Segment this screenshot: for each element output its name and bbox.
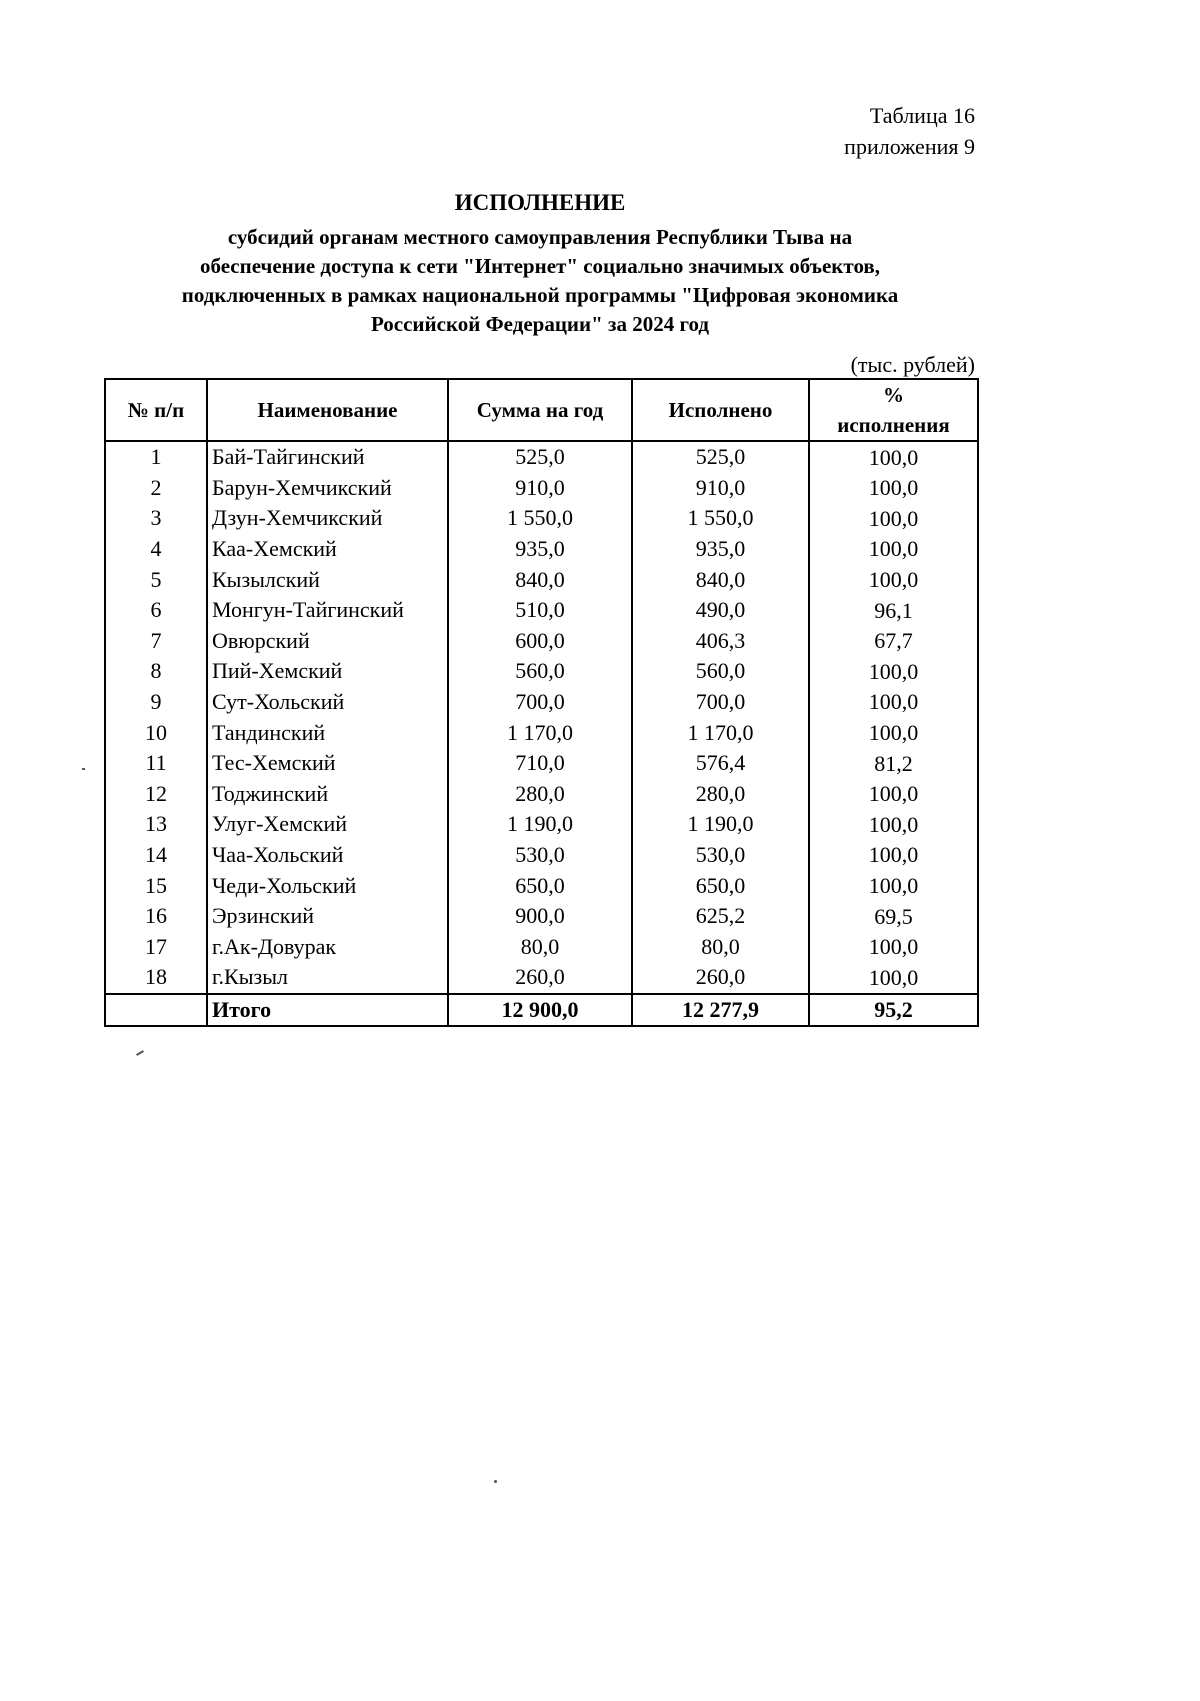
column-header-number: № п/п — [105, 379, 207, 441]
district-name: Каа-Хемский — [207, 534, 448, 565]
document-subtitle — [100, 223, 980, 339]
row-number: 10 — [105, 717, 207, 748]
table-row — [105, 962, 978, 994]
execution-percent: 100,0 — [809, 840, 978, 871]
district-name: Сут-Хольский — [207, 687, 448, 718]
executed-amount: 530,0 — [632, 840, 809, 871]
scan-speck — [494, 1480, 497, 1483]
total-annual-sum: 12 900,0 — [448, 994, 632, 1026]
row-number: 15 — [105, 870, 207, 901]
row-number: 13 — [105, 809, 207, 840]
execution-percent: 100,0 — [809, 473, 978, 504]
table-row — [105, 870, 978, 901]
table-body — [105, 441, 978, 994]
executed-amount: 560,0 — [632, 656, 809, 687]
district-name: Барун-Хемчикский — [207, 473, 448, 504]
column-header-annual-sum: Сумма на год — [448, 379, 632, 441]
execution-percent: 100,0 — [809, 564, 978, 595]
table-row — [105, 932, 978, 963]
subtitle-line: Российской Федерации" за 2024 год — [370, 312, 710, 336]
percent-sign: % — [883, 383, 904, 407]
subtitle-line: обеспечение доступа к сети "Интернет" социально значимых объектов, — [199, 254, 881, 278]
subtitle-line: субсидий органам местного самоуправления Республики Тыва на — [227, 225, 853, 249]
row-number: 11 — [105, 748, 207, 779]
annual-sum: 525,0 — [448, 441, 632, 473]
table-row — [105, 656, 978, 687]
district-name: Тес-Хемский — [207, 748, 448, 779]
executed-amount: 650,0 — [632, 870, 809, 901]
annual-sum: 935,0 — [448, 534, 632, 565]
district-name: Тоджинский — [207, 779, 448, 810]
annual-sum: 710,0 — [448, 748, 632, 779]
executed-amount: 1 550,0 — [632, 503, 809, 534]
executed-amount: 700,0 — [632, 687, 809, 718]
table-row — [105, 840, 978, 871]
execution-percent: 69,5 — [809, 901, 978, 932]
table-reference — [844, 100, 975, 162]
row-number: 16 — [105, 901, 207, 932]
row-number: 12 — [105, 779, 207, 810]
row-number: 17 — [105, 932, 207, 963]
row-number: 5 — [105, 564, 207, 595]
table-row — [105, 626, 978, 657]
annual-sum: 650,0 — [448, 870, 632, 901]
executed-amount: 910,0 — [632, 473, 809, 504]
scan-speck — [136, 1050, 144, 1056]
execution-percent: 100,0 — [809, 656, 978, 687]
table-row — [105, 534, 978, 565]
table-number: Таблица 16 — [869, 103, 975, 128]
document-title: ИСПОЛНЕНИЕ — [454, 190, 626, 215]
district-name: Чаа-Хольский — [207, 840, 448, 871]
row-number: 1 — [105, 441, 207, 473]
district-name: Кызылский — [207, 564, 448, 595]
executed-amount: 1 190,0 — [632, 809, 809, 840]
annual-sum: 560,0 — [448, 656, 632, 687]
annual-sum: 1 190,0 — [448, 809, 632, 840]
district-name: Улуг-Хемский — [207, 809, 448, 840]
execution-percent: 100,0 — [809, 441, 978, 473]
total-executed: 12 277,9 — [632, 994, 809, 1026]
execution-percent: 67,7 — [809, 626, 978, 657]
executed-amount: 1 170,0 — [632, 717, 809, 748]
execution-percent: 100,0 — [809, 932, 978, 963]
executed-amount: 406,3 — [632, 626, 809, 657]
total-number-cell — [105, 994, 207, 1026]
table-header-row — [105, 379, 978, 441]
executed-amount: 525,0 — [632, 441, 809, 473]
annual-sum: 260,0 — [448, 962, 632, 994]
annual-sum: 1 170,0 — [448, 717, 632, 748]
table-row — [105, 441, 978, 473]
table-row — [105, 473, 978, 504]
total-label: Итого — [207, 994, 448, 1026]
execution-percent: 100,0 — [809, 503, 978, 534]
appendix-number: приложения 9 — [844, 134, 975, 159]
district-name: Дзун-Хемчикский — [207, 503, 448, 534]
row-number: 14 — [105, 840, 207, 871]
district-name: Монгун-Тайгинский — [207, 595, 448, 626]
column-header-name: Наименование — [207, 379, 448, 441]
table-row — [105, 595, 978, 626]
execution-percent: 100,0 — [809, 534, 978, 565]
column-header-executed: Исполнено — [632, 379, 809, 441]
table-row — [105, 717, 978, 748]
table-row — [105, 564, 978, 595]
table-row — [105, 809, 978, 840]
district-name: Бай-Тайгинский — [207, 441, 448, 473]
row-number: 2 — [105, 473, 207, 504]
column-header-percent — [809, 379, 978, 441]
execution-percent: 96,1 — [809, 595, 978, 626]
executed-amount: 260,0 — [632, 962, 809, 994]
annual-sum: 700,0 — [448, 687, 632, 718]
district-name: г.Кызыл — [207, 962, 448, 994]
row-number: 4 — [105, 534, 207, 565]
execution-table — [104, 378, 979, 1027]
execution-percent: 81,2 — [809, 748, 978, 779]
total-row — [105, 994, 978, 1026]
district-name: Пий-Хемский — [207, 656, 448, 687]
executed-amount: 935,0 — [632, 534, 809, 565]
executed-amount: 80,0 — [632, 932, 809, 963]
annual-sum: 530,0 — [448, 840, 632, 871]
district-name: г.Ак-Довурак — [207, 932, 448, 963]
executed-amount: 280,0 — [632, 779, 809, 810]
annual-sum: 80,0 — [448, 932, 632, 963]
execution-percent: 100,0 — [809, 779, 978, 810]
executed-amount: 490,0 — [632, 595, 809, 626]
execution-percent: 100,0 — [809, 717, 978, 748]
table-row — [105, 779, 978, 810]
district-name: Эрзинский — [207, 901, 448, 932]
row-number: 8 — [105, 656, 207, 687]
annual-sum: 510,0 — [448, 595, 632, 626]
executed-amount: 576,4 — [632, 748, 809, 779]
row-number: 9 — [105, 687, 207, 718]
execution-percent: 100,0 — [809, 809, 978, 840]
executed-amount: 625,2 — [632, 901, 809, 932]
district-name: Чеди-Хольский — [207, 870, 448, 901]
row-number: 6 — [105, 595, 207, 626]
execution-percent: 100,0 — [809, 870, 978, 901]
table-row — [105, 901, 978, 932]
units-note: (тыс. рублей) — [850, 352, 975, 377]
executed-amount: 840,0 — [632, 564, 809, 595]
annual-sum: 600,0 — [448, 626, 632, 657]
table-row — [105, 748, 978, 779]
total-percent: 95,2 — [809, 994, 978, 1026]
percent-label: исполнения — [837, 413, 950, 437]
execution-percent: 100,0 — [809, 687, 978, 718]
row-number: 3 — [105, 503, 207, 534]
annual-sum: 280,0 — [448, 779, 632, 810]
annual-sum: 840,0 — [448, 564, 632, 595]
subtitle-line: подключенных в рамках национальной программы "Цифровая экономика — [181, 283, 899, 307]
execution-percent: 100,0 — [809, 962, 978, 994]
district-name: Овюрский — [207, 626, 448, 657]
row-number: 7 — [105, 626, 207, 657]
annual-sum: 910,0 — [448, 473, 632, 504]
row-number: 18 — [105, 962, 207, 994]
table-row — [105, 687, 978, 718]
table-row — [105, 503, 978, 534]
annual-sum: 900,0 — [448, 901, 632, 932]
annual-sum: 1 550,0 — [448, 503, 632, 534]
district-name: Тандинский — [207, 717, 448, 748]
scan-speck — [82, 768, 85, 770]
